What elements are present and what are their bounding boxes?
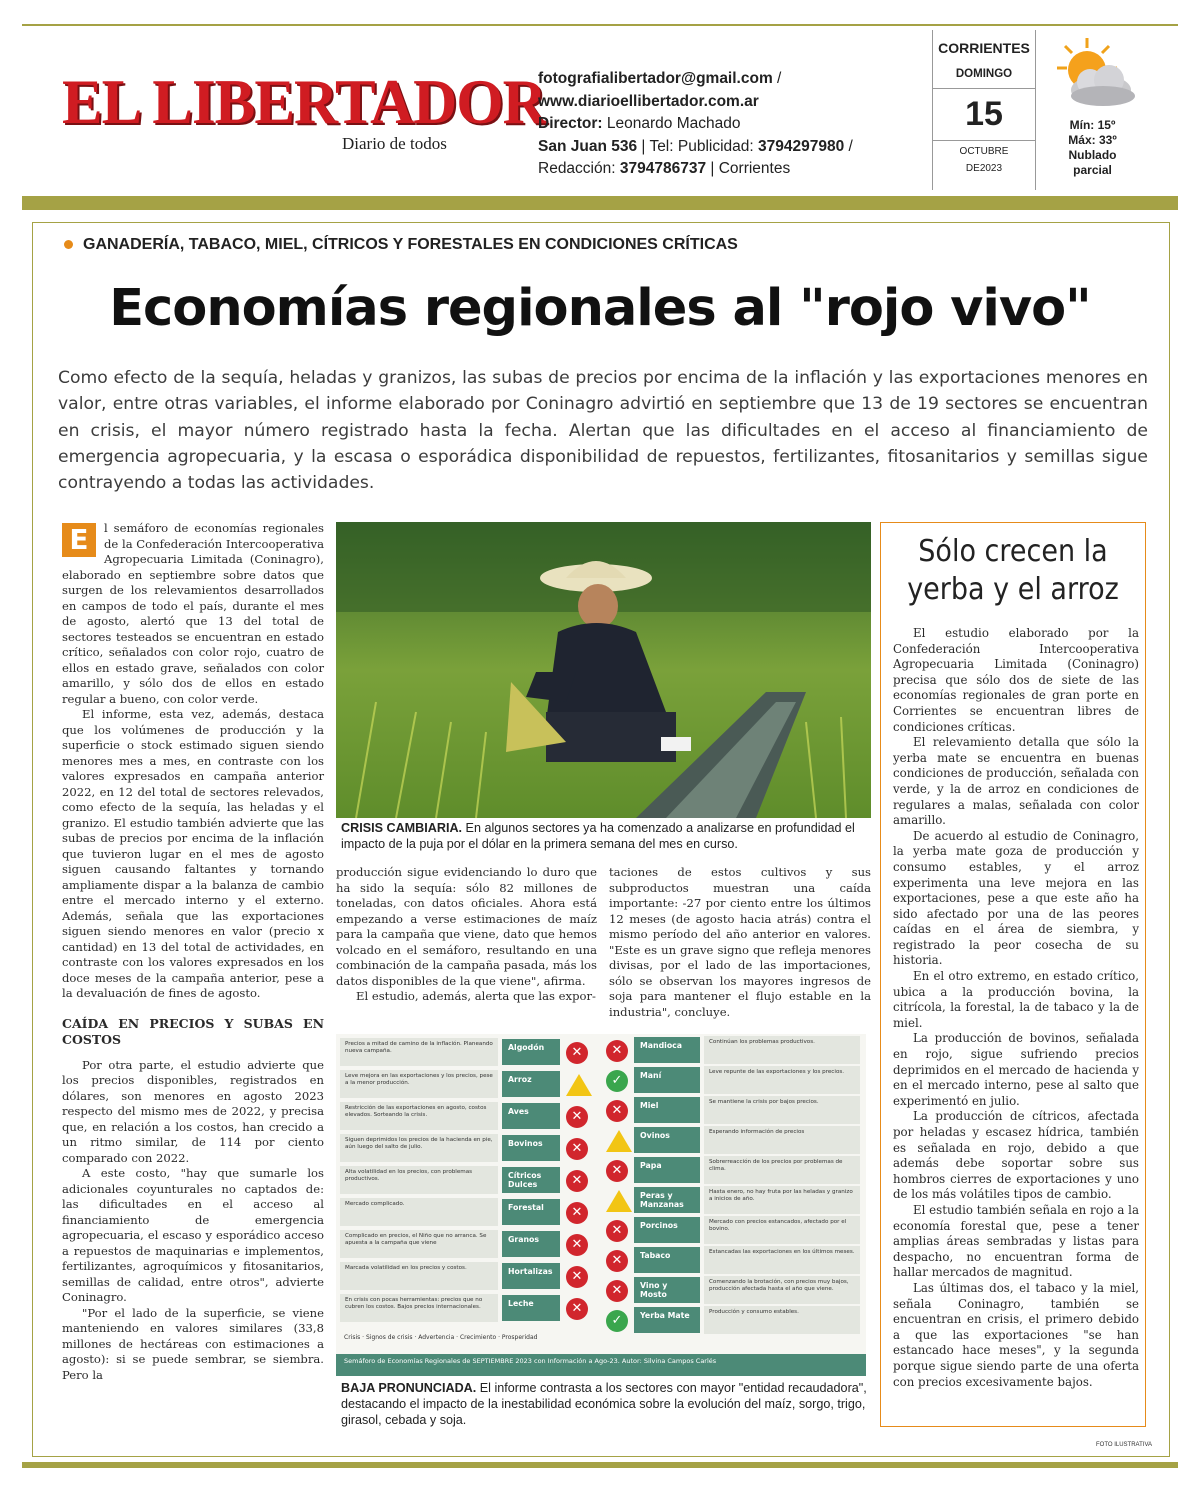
paragraph: El estudio también señala en rojo a la economía forestal que, pese a tener amplias áreas sembradas y listas para despacho, no encuentran forma de hallar mercados de magnitud. (893, 1202, 1139, 1280)
semaforo-sector: Tabaco (634, 1247, 700, 1273)
semaforo-row-right (336, 1156, 866, 1186)
weather-max: Máx: 33º (1068, 133, 1117, 147)
photo-credit-label: FOTO ILUSTRATIVA (1096, 1442, 1153, 1448)
semaforo-sector: Algodón (502, 1039, 560, 1065)
semaforo-row-right (336, 1306, 866, 1336)
cross-icon: ✕ (606, 1220, 628, 1242)
semaforo-desc: Siguen deprimidos los precios de la hacienda en pie, aún luego del salto de julio. (340, 1134, 498, 1162)
table-caption-lead: BAJA PRONUNCIADA. (341, 1381, 477, 1395)
semaforo-row-right (336, 1096, 866, 1126)
paragraph: El informe, esta vez, además, destaca que los volúmenes de producción y la superficie o stock estimado siguen siendo menores mes a mes, en contraste con los valores expresados en campaña anterior 2022, en 12 del total de sectores relevados, como efecto de la sequía, las heladas y el granizo. El estudio también advierte que las subas de precios por encima de la inflación que tuvieron lugar en el mes de agosto siguen causando faltantes y tornando ampliamente dispar a la balanza de cambio entre el mercado interno y el externo. Además, señala que las exportaciones siguen siendo menores en valor (precio x cantidad) en 13 del total de actividades, en contraste con los valores expresados en los doce meses de la campaña anterior, pese a la devaluación de fines de agosto. (62, 707, 324, 1000)
semaforo-sector: Aves (502, 1103, 560, 1129)
date-box (932, 30, 1036, 190)
bullet-icon (64, 240, 73, 249)
paragraph: La producción de bovinos, señalada en rojo, sigue sufriendo precios deprimidos en el mercado de hacienda y en el mercado interno, pese al salto que experimentó en julio. (893, 1031, 1139, 1108)
paragraph: El estudio elaborado por la Confederación Intercooperativa Agropecuaria Limitada (Coninagro) precisa que sólo dos de siete de las economías regionales de gran porte en Corrientes se encuentran libres de condiciones críticas. (893, 626, 1139, 734)
paragraph: A este costo, "hay que sumarle los adicionales coyunturales no captados de: las dificultades en el acceso al financiamiento de emergencia agropecuaria, el escaso y esporádico acceso a repuestos de maquinarias e implementos, fertilizantes, agroquímicos y fitosanitarios, semillas de calidad, entre otros", advierte Coninagro. (62, 1166, 324, 1304)
table-caption (341, 1380, 869, 1428)
director-name: Leonardo Machado (606, 115, 741, 132)
cross-icon: ✕ (566, 1202, 588, 1224)
semaforo-desc: Sobrerreacción de los precios por problemas de clima. (704, 1156, 860, 1184)
semaforo-legend: Crisis · Signos de crisis · Advertencia · Crecimiento · Prosperidad (344, 1334, 538, 1341)
cross-icon: ✕ (566, 1266, 588, 1288)
contact-block: fotografialibertador@gmail.com / www.diarioellibertador.com.ar Director: Leonardo Machado San Juan 536 | Tel: Publicidad: 3794297980 / Redacción: 3794786737 | Corrientes (538, 70, 853, 177)
semaforo-row-right (336, 1066, 866, 1096)
paragraph: Por otra parte, el estudio advierte que los precios disponibles, registrados en dólares, son menores en agosto 2023 respecto del mismo mes de 2022, y precisa que, en relación a los costos, han crecido a un ritmo similar, de 114 por ciento comparado con 2022. (62, 1057, 324, 1165)
cross-icon: ✕ (606, 1040, 628, 1062)
weather-desc-2: parcial (1073, 163, 1112, 177)
paragraph: De acuerdo al estudio de Coninagro, la yerba mate goza de producción y consumo estables, y el arroz experimenta una leve mejora en las exportaciones, pese a que este año ha sido afectado por una de las peores caídas en el área de siembra, y registrado la peor cosecha de su historia. (893, 828, 1139, 968)
paragraph: El estudio, además, alerta que las expor- (356, 989, 596, 1003)
partly-cloudy-icon (1045, 34, 1141, 114)
paragraph: En el otro extremo, en estado crítico, ubica a la producción bovina, la citrícola, la forestal, la de tabaco y la de miel. (893, 969, 1139, 1030)
photo-caption-text: En algunos sectores ya ha comenzado a analizarse en profundidad el impacto de la puja por el dólar en la primera semana del mes en curso. (341, 821, 855, 851)
semaforo-row-right (336, 1036, 866, 1066)
semaforo-sector: Mandioca (634, 1037, 700, 1063)
article-column-3 (609, 865, 871, 1020)
semaforo-desc: Producción y consumo estables. (704, 1306, 860, 1334)
semaforo-desc: Esperando información de precios (704, 1126, 860, 1154)
director-label: Director: (538, 115, 603, 132)
semaforo-desc: Leve repunte de las exportaciones y los precios. (704, 1066, 860, 1094)
semaforo-desc: Precios a mitad de camino de la inflación. Planeando nueva campaña. (340, 1038, 498, 1066)
semaforo-desc: Hasta enero, no hay fruta por las heladas y granizo a inicios de año. (704, 1186, 860, 1214)
semaforo-row-right (336, 1126, 866, 1156)
semaforo-desc: Comenzando la brotación, con precios muy bajos, producción afectada hasta el año que viene. (704, 1276, 860, 1304)
cross-icon: ✕ (566, 1298, 588, 1320)
semaforo-sector: Yerba Mate (634, 1307, 700, 1333)
check-icon: ✓ (606, 1070, 628, 1092)
cross-icon: ✕ (606, 1280, 628, 1302)
article-column-1 (62, 521, 324, 1383)
semaforo-sector: Bovinos (502, 1135, 560, 1161)
paragraph: La producción de cítricos, afectada por heladas y escasez hídrica, también es señalada en rojo, debido a que además debe soportar sobre sus hombros cierres de exportaciones y uno de los más volátiles tipos de cambio. (893, 1109, 1139, 1202)
semaforo-desc: Restricción de las exportaciones en agosto, costos elevados. Sorteando la crisis. (340, 1102, 498, 1130)
article-lede: Como efecto de la sequía, heladas y granizos, las subas de precios por encima de la inflación y las exportaciones menores en valor, entre otras variables, el informe elaborado por Coninagro advirtió en septiembre que 13 de 19 sectores se encuentran en crisis, el mayor número registrado hasta la fecha. Alertan que las dificultades en el acceso al financiamiento de emergencia agropecuaria, y la escasa o esporádica disponibilidad de repuestos, fertilizantes, fitosanitarios y semillas sigue contrayendo a todas las actividades. (58, 368, 1148, 494)
semaforo-desc: Alta volatilidad en los precios, con problemas productivos. (340, 1166, 498, 1194)
semaforo-sector: Porcinos (634, 1217, 700, 1243)
semaforo-sector: Arroz (502, 1071, 560, 1097)
newspaper-logo[interactable]: EL LIBERTADOR (62, 67, 546, 138)
semaforo-desc: Complicado en precios, el Niño que no arranca. Se apuesta a la campaña que viene (340, 1230, 498, 1258)
article-kicker: GANADERÍA, TABACO, MIEL, CÍTRICOS Y FORESTALES EN CONDICIONES CRÍTICAS (64, 236, 738, 254)
article-photo[interactable] (336, 522, 871, 818)
semaforo-sector: Peras y Manzanas (634, 1187, 700, 1213)
cross-icon: ✕ (606, 1160, 628, 1182)
top-rule (22, 24, 1178, 26)
paragraph: El relevamiento detalla que sólo la yerba mate se encuentra en buenas condiciones de producción, señalada con verde, y la de arroz en condiciones de regulares a malas, señalada con color amarillo. (893, 735, 1139, 828)
semaforo-desc: Mercado complicado. (340, 1198, 498, 1226)
semaforo-row-right (336, 1186, 866, 1216)
semaforo-sector: Cítricos Dulces (502, 1167, 560, 1193)
date-daynum: 15 (933, 95, 1035, 141)
paragraph: Las últimas dos, el tabaco y la miel, señala Coninagro, también se encuentran en crisis, el primero debido a que las exportaciones "se han estancado hace meses", y la segunda porque sigue siendo parte de una oferta con precios excesivamente bajos. (893, 1280, 1139, 1389)
cross-icon: ✕ (566, 1106, 588, 1128)
contact-web[interactable]: www.diarioellibertador.com.ar (538, 92, 759, 110)
table-caption-text: El informe contrasta a los sectores con mayor "entidad recaudadora", destacando el impacto de la inestabilidad económica sobre la evolución del maíz, sorgo, trigo, girasol, cebada y soja. (341, 1381, 867, 1427)
semaforo-sector: Ovinos (634, 1127, 700, 1153)
redaccion-label: Redacción: (538, 160, 616, 177)
cross-icon: ✕ (566, 1138, 588, 1160)
semaforo-sector: Vino y Mosto (634, 1277, 700, 1303)
semaforo-sector: Forestal (502, 1199, 560, 1225)
paragraph: l semáforo de economías regionales de la Confederación Intercooperativa Agropecuaria Limitada (Coninagro), elaborado en septiembre sobre datos que surgen de los relevamientos desarrollados en campos de todo el país, durante el mes de agosto, alertó que 13 del total de sectores testeados se encuentran en estado crítico, señalados con color rojo, cuatro de ellos en estado grave, señalados con color amarillo, y sólo dos de ellos en estado regular a bueno, con color verde. (62, 521, 324, 706)
semaforo-desc: Leve mejora en las exportaciones y los precios, pese a la menor producción. (340, 1070, 498, 1098)
date-city: CORRIENTES (938, 40, 1030, 56)
date-month: OCTUBRE (959, 146, 1009, 157)
photo-caption-lead: CRISIS CAMBIARIA. (341, 821, 463, 835)
semaforo-sector: Leche (502, 1295, 560, 1321)
date-dayname: DOMINGO (933, 68, 1035, 89)
paragraph: "Por el lado de la superficie, se viene manteniendo en valores similares (33,8 millones de hectáreas con estimaciones a agosto): si se puede sembrar, se siembra. Pero la (62, 1305, 324, 1382)
date-year: DE2023 (965, 163, 1003, 174)
check-icon: ✓ (606, 1310, 628, 1332)
semaforo-sector: Maní (634, 1067, 700, 1093)
semaforo-sector: Papa (634, 1157, 700, 1183)
cross-icon: ✕ (606, 1100, 628, 1122)
article-column-2 (336, 865, 597, 1005)
semaforo-sector: Hortalizas (502, 1263, 560, 1289)
subheading: CAÍDA EN PRECIOS Y SUBAS EN COSTOS (62, 1015, 324, 1047)
paragraph: taciones de estos cultivos y sus subproductos muestran una caída importante: -27 por ciento entre los últimos 12 meses (de agosto hacia atrás) contra el mismo período del año anterior en valores. "Este es un grave signo que refleja menores divisas, por el lado de las importaciones, sólo se observan los mayores ingresos de soja para mantener el flujo estable en la industria", concluye. (609, 865, 871, 1019)
semaforo-row-right (336, 1216, 866, 1246)
masthead-bottom-rule (22, 196, 1178, 210)
semaforo-desc: Marcada volatilidad en los precios y costos. (340, 1262, 498, 1290)
article-headline[interactable]: Economías regionales al "rojo vivo" (109, 279, 1091, 338)
semaforo-footer: Semáforo de Economías Regionales de SEPTIEMBRE 2023 con Información a Ago-23. Autor: Silvina Campos Carlés (336, 1354, 866, 1376)
paragraph: producción sigue evidenciando lo duro que ha sido la sequía: sólo 82 millones de toneladas, con datos oficiales. Ahora está empezando a verse estimaciones de maíz para la campaña que viene, dato que hemos volcado en el semáforo, resultando en una combinación de la campaña pasada, más los datos disponibles de la que viene", afirma. (336, 865, 597, 988)
contact-email[interactable]: fotografialibertador@gmail.com (538, 70, 773, 87)
sidebar-text (893, 626, 1139, 1390)
semaforo-desc: Mercado con precios estancados, afectado por el bovino. (704, 1216, 860, 1244)
semaforo-sector: Miel (634, 1097, 700, 1123)
semaforo-desc: Se mantiene la crisis por bajos precios. (704, 1096, 860, 1124)
cross-icon: ✕ (606, 1250, 628, 1272)
semaforo-desc: Continúan los problemas productivos. (704, 1036, 860, 1064)
warning-icon (606, 1190, 632, 1212)
bottom-rule (22, 1462, 1178, 1468)
dropcap: E (62, 523, 96, 557)
photo-caption (341, 820, 869, 852)
sidebar-box (880, 522, 1146, 1427)
redaccion-number: 3794786737 (619, 160, 707, 177)
cross-icon: ✕ (566, 1170, 588, 1192)
semaforo-row-right (336, 1276, 866, 1306)
warning-icon (606, 1130, 632, 1152)
semaforo-table (336, 1034, 866, 1376)
cross-icon: ✕ (566, 1042, 588, 1064)
semaforo-sector: Granos (502, 1231, 560, 1257)
cross-icon: ✕ (566, 1234, 588, 1256)
sidebar-heading: Sólo crecen la yerba y el arroz (907, 534, 1119, 607)
tel-number: 3794297980 (758, 137, 845, 155)
semaforo-desc: Estancadas las exportaciones en los últimos meses. (704, 1246, 860, 1274)
weather-desc: Nublado (1068, 148, 1117, 162)
tel-label: Tel: Publicidad: (649, 137, 754, 155)
weather-box (1040, 34, 1145, 178)
semaforo-desc: En crisis con pocas herramientas: precios que no cubren los costos. Bajos precios internacionales. (340, 1294, 498, 1322)
address: San Juan 536 (538, 137, 638, 155)
contact-city: Corrientes (718, 160, 791, 177)
weather-min: Mín: 15º (1069, 118, 1116, 132)
farmer-rice-field-photo (336, 522, 871, 818)
newspaper-tagline: Diario de todos (342, 134, 447, 153)
semaforo-row-right (336, 1246, 866, 1276)
